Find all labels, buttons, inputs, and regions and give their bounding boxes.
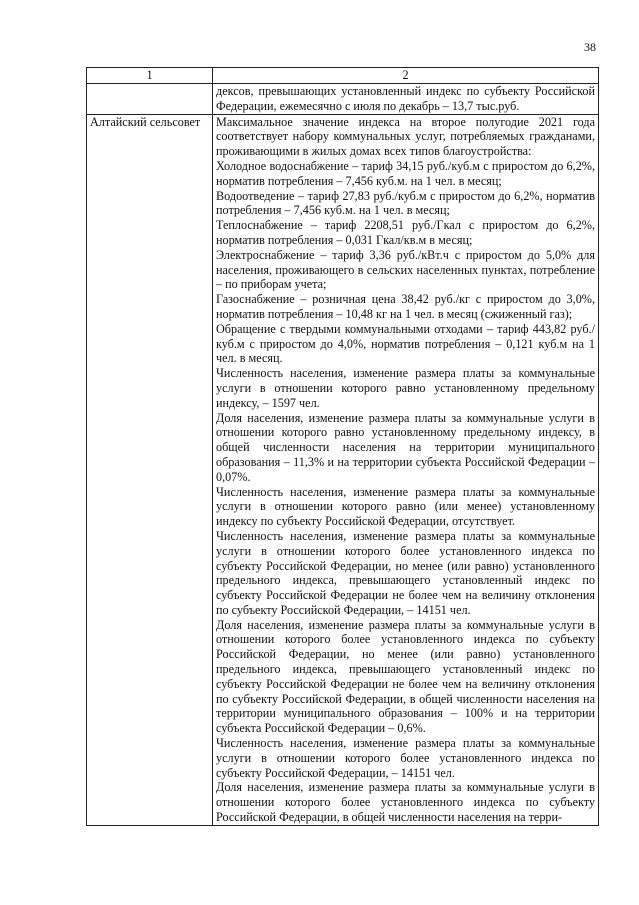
population-below-paragraph: Численность населения, изменение размера платы за коммунальные услуги в отношении которого равно (или менее) установленному индексу по субъекту Российской Федерации, отсутствует. — [216, 484, 595, 529]
column-header-2: 2 — [213, 68, 599, 84]
data-table — [86, 67, 599, 826]
electricity-paragraph: Электроснабжение – тариф 3,36 руб./кВт.ч с приростом до 5,0% для населения, проживающего в сельских населенных пунктах, потребление – по приборам учета; — [216, 247, 595, 292]
share-equal-paragraph: Доля населения, изменение размера платы за коммунальные услуги в отношении которого равно установленному предельному индексу, в общей численности населения на территории муниципального образования – 11,3% и на территории субъекта Российской Федерации – 0,07%. — [216, 410, 595, 484]
column-header-1: 1 — [87, 68, 213, 84]
heating-paragraph: Теплоснабжение – тариф 2208,51 руб./Гкал с приростом до 6,2%, норматив потребления – 0,031 Гкал/кв.м в месяц; — [216, 218, 595, 247]
place-cell: Алтайский сельсовет — [87, 114, 213, 825]
continuation-text-cell — [213, 84, 599, 115]
continuation-place-cell — [87, 84, 213, 115]
page-number: 38 — [584, 40, 596, 54]
table-header-row — [87, 68, 599, 84]
share-above-paragraph: Доля населения, изменение размера платы за коммунальные услуги в отношении которого более установленного индекса по субъекту Российской Федерации, в общей численности населения на терри- — [216, 780, 595, 825]
intro-paragraph: Максимальное значение индекса на второе полугодие 2021 года соответствует набору коммунальных услуг, потребляемых гражданами, проживающими в жилых домах всех типов благоустройства: — [216, 114, 595, 159]
continuation-text: дексов, превышающих установленный индекс по субъекту Российской Федерации, ежемесячно с июля по декабрь – 13,7 тыс.руб. — [216, 84, 595, 113]
waste-paragraph: Обращение с твердыми коммунальными отходами – тариф 443,82 руб./куб.м с приростом до 4,0%, норматив потребления – 0,121 куб.м на 1 чел. в месяц. — [216, 321, 595, 366]
drainage-paragraph: Водоотведение – тариф 27,83 руб./куб.м с приростом до 6,2%, норматив потребления – 7,456 куб.м. на 1 чел. в месяц; — [216, 188, 595, 218]
gas-paragraph: Газоснабжение – розничная цена 38,42 руб./кг с приростом до 3,0%, норматив потребления – 10,48 кг на 1 чел. в месяц (сжиженный газ); — [216, 292, 595, 321]
population-between-paragraph: Численность населения, изменение размера платы за коммунальные услуги в отношении которого более установленного индекса по субъекту Российской Федерации, но менее (или равно) установленного предельного индекса, превышающего установленный индекс по субъекту Российской Федерации не более чем на величину отклонения по субъекту Российской Федерации, – 14151 чел. — [216, 528, 595, 617]
description-cell — [213, 114, 599, 825]
table-row — [87, 114, 599, 825]
cold-water-paragraph: Холодное водоснабжение – тариф 34,15 руб./куб.м с приростом до 6,2%, норматив потребления – 7,456 куб.м. на 1 чел. в месяц; — [216, 158, 595, 188]
share-between-paragraph: Доля населения, изменение размера платы за коммунальные услуги в отношении которого более установленного индекса по субъекту Российской Федерации, но менее (или равно) установленного предельного индекса, превышающего установленный индекс по субъекту Российской Федерации не более чем на величину отклонения по субъекту Российской Федерации, в общей численности населения на территории муниципального образования – 100% и на территории субъекта Российской Федерации – 0,6%. — [216, 617, 595, 736]
population-equal-paragraph: Численность населения, изменение размера платы за коммунальные услуги в отношении которого равно установленному предельному индексу, – 1597 чел. — [216, 366, 595, 410]
population-above-paragraph: Численность населения, изменение размера платы за коммунальные услуги в отношении которого более установленного индекса по субъекту Российской Федерации, – 14151 чел. — [216, 736, 595, 780]
continuation-row — [87, 84, 599, 115]
